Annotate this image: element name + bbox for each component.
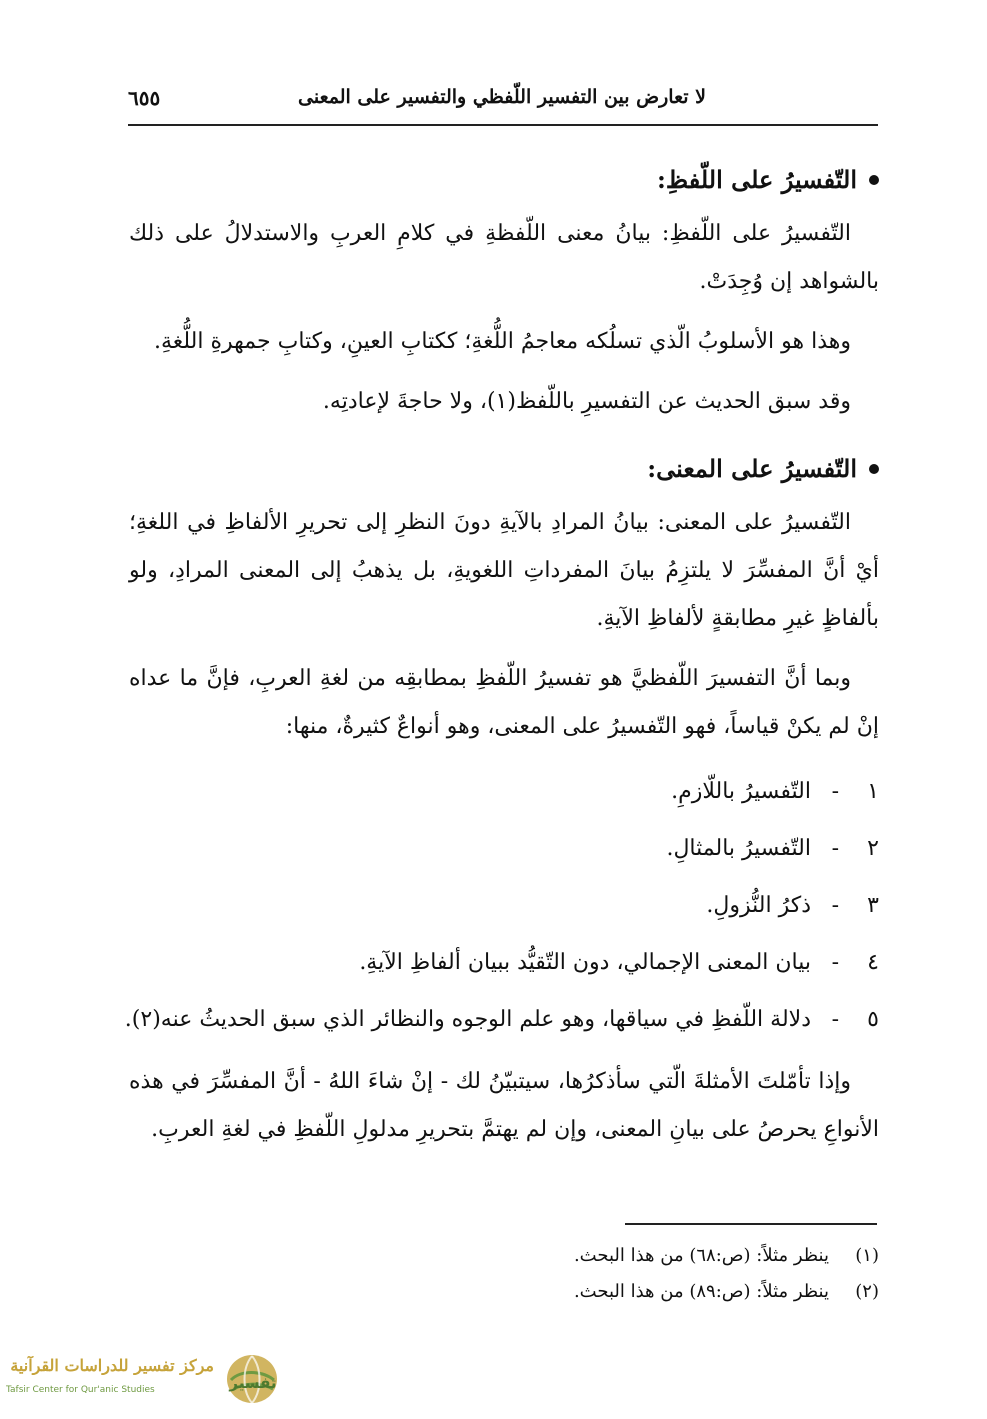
logo-arabic-name: مركز تفسير للدراسات القرآنية [10,1356,214,1375]
list-text: ذكرُ النُّزولِ. [706,893,811,918]
main-content [124,165,879,1166]
section-heading-word-interpretation [129,165,879,194]
list-item [129,820,879,877]
logo-mark-text: تفسير [229,1374,277,1392]
list-number: ٤ [867,950,879,975]
list-text: دلالة اللّفظِ في سياقها، وهو علم الوجوه والنظائر الذي سبق الحديثُ عنه(٢). [124,1007,811,1032]
section-heading-meaning-interpretation [129,454,879,483]
list-number: ٣ [867,893,879,918]
footnote-divider [625,1223,877,1225]
method-paragraph: وهذا هو الأسلوبُ الّذي تسلُكه معاجمُ اللُّغةِ؛ ككتابِ العينِ، وكتابِ جمهرةِ اللُّغةِ. [154,329,851,354]
list-text: التّفسيرُ بالمثالِ. [666,836,811,861]
tafsir-center-logo [0,1350,292,1408]
list-item [129,877,879,934]
list-number: ٥ [867,1007,879,1032]
bullet-icon [869,464,879,474]
list-dash: - [831,950,839,975]
list-dash: - [831,1007,839,1032]
closing-paragraph: وإذا تأمّلتَ الأمثلةَ الّتي سأذكرُها، سيتبيّنُ لك - إنْ شاءَ اللهُ - أنَّ المفسِّرَ في هذه الأنواعِ يحرصُ على بيانِ المعنى، وإن لم يهتمَّ بتحريرِ مدلولِ اللّفظِ في لغةِ العربِ. [129,1069,879,1142]
list-item [124,991,879,1048]
logo-english-name: Tafsir Center for Qur'anic Studies [6,1385,155,1395]
running-title: لا تعارض بين التفسير اللّفظي والتفسير على المعنى [298,86,706,108]
list-dash: - [831,893,839,918]
footnote-text: ينظر مثلاً: (ص:٨٩) من هذا البحث. [573,1281,829,1302]
previous-discussion-paragraph: وقد سبق الحديث عن التفسيرِ باللّفظ(١)، ولا حاجةَ لإعادتِه. [322,389,851,414]
footnote [129,1238,879,1274]
list-item [129,763,879,820]
types-introduction-paragraph: وبما أنَّ التفسيرَ اللّفظيَّ هو تفسيرُ اللّفظِ بمطابقِه من لغةِ العربِ، فإنَّ ما عداه إنْ لم يكنْ قياساً، فهو التّفسيرُ على المعنى، وهو أنواعٌ كثيرةٌ، منها: [129,666,879,739]
list-text: بيان المعنى الإجمالي، دون التّقيُّد ببيان ألفاظِ الآيةِ. [359,950,811,975]
page-number: ٦٥٥ [128,86,161,110]
definition-paragraph: التّفسيرُ على اللّفظِ: بيانُ معنى اللّفظةِ في كلامِ العربِ والاستدلالُ على ذلك بالشواهد إن وُجِدَتْ. [129,221,879,294]
section-heading-text: التّفسيرُ على المعنى: [647,454,857,483]
list-number: ١ [867,779,879,804]
running-header [128,84,878,126]
list-dash: - [831,779,839,804]
types-list [124,763,879,1048]
globe-logo-icon [222,1350,284,1408]
definition-paragraph: التّفسيرُ على المعنى: بيانُ المرادِ بالآيةِ دونَ النظرِ إلى تحريرِ الألفاظِ في اللغةِ؛ أيْ أنَّ المفسِّرَ لا يلتزِمُ بيانَ المفرداتِ اللغويةِ، بل يذهبُ إلى المعنى المرادِ، ولو بألفاظٍ غيرِ مطابقةٍ لألفاظِ الآيةِ. [129,510,879,631]
section-heading-text: التّفسيرُ على اللّفظِ: [657,165,857,194]
list-text: التّفسيرُ باللّازمِ. [671,779,811,804]
bullet-icon [869,175,879,185]
footnote-number: (٢) [855,1281,879,1302]
footnote-text: ينظر مثلاً: (ص:٦٨) من هذا البحث. [573,1245,829,1266]
footnote [129,1274,879,1310]
list-item [129,934,879,991]
list-number: ٢ [867,836,879,861]
list-dash: - [831,836,839,861]
footnotes [129,1238,879,1310]
footnote-number: (١) [855,1245,879,1266]
